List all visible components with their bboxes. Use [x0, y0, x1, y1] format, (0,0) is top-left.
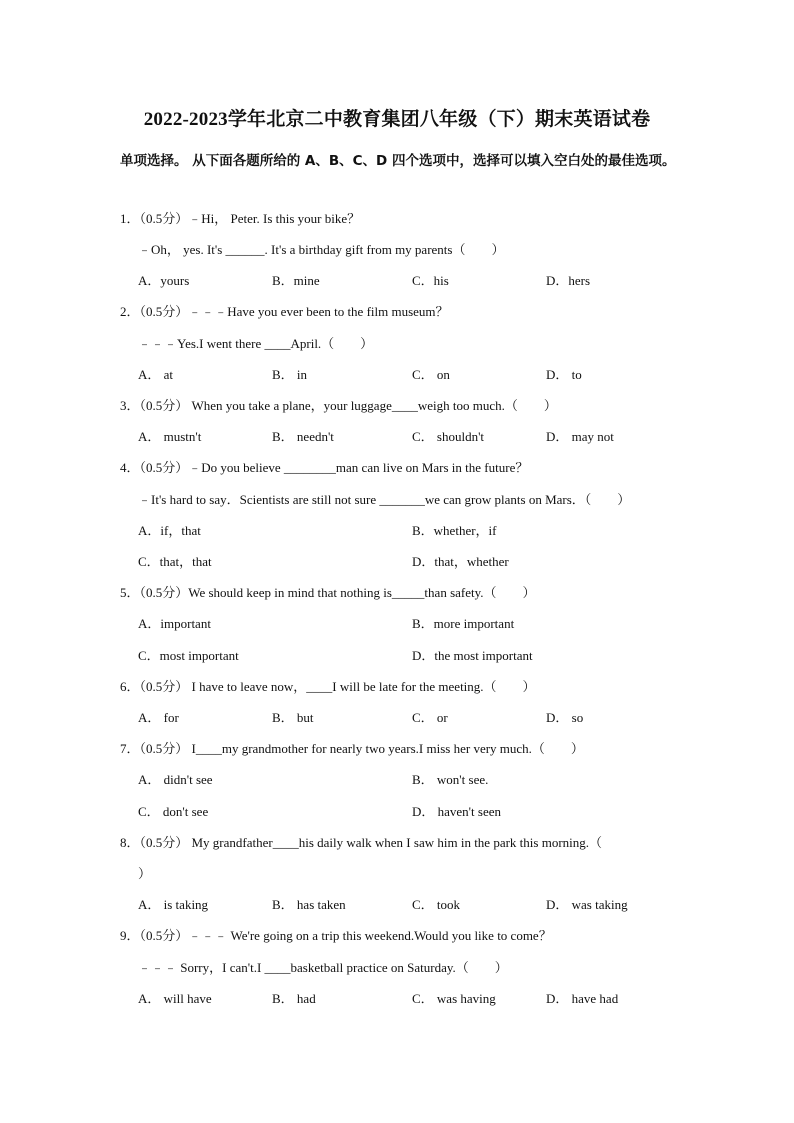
question-3-options — [138, 426, 678, 446]
option-c: C．most important — [138, 648, 239, 663]
option-d: D．hers — [546, 273, 591, 288]
question-8-options — [138, 894, 678, 914]
question-7-options-row1 — [138, 769, 678, 789]
option-a: A． for — [138, 710, 179, 725]
option-d: D． may not — [546, 429, 614, 444]
question-3-stem: 3．（0.5分） When you take a plane，your luggage____weigh too much.（ ） — [120, 398, 557, 413]
question-5-options-row2 — [138, 645, 678, 665]
option-d: D． so — [546, 710, 584, 725]
question-8-stem-continuation: ） — [138, 866, 152, 881]
option-a: A． mustn't — [138, 429, 202, 444]
question-2-dialogue: ﹣﹣﹣Yes.I went there ____April.（ ） — [138, 336, 374, 351]
option-a: A．if，that — [138, 523, 201, 538]
option-a: A． didn't see — [138, 772, 213, 787]
option-a: A．yours — [138, 273, 190, 288]
question-6-options — [138, 707, 678, 727]
option-d: D． have had — [546, 991, 619, 1006]
option-c: C． don't see — [138, 804, 209, 819]
option-c: C． was having — [412, 991, 496, 1006]
question-4-dialogue: ﹣It's hard to say．Scientists are still not sure _______we can grow plants on Mars．（ ） — [138, 492, 631, 507]
section-instructions: 单项选择。 从下面各题所给的 A、B、C、D 四个选项中，选择可以填入空白处的最佳选项。 — [120, 153, 676, 169]
option-c: C．his — [412, 273, 449, 288]
option-c: C． shouldn't — [412, 429, 485, 444]
question-7-options-row2 — [138, 801, 678, 821]
question-2-options — [138, 364, 678, 384]
question-8-stem: 8．（0.5分） My grandfather____his daily walk when I saw him in the park this morning.（ — [120, 835, 603, 850]
option-c: C． on — [412, 367, 450, 382]
option-a: A． is taking — [138, 897, 209, 912]
option-b: B．mine — [272, 273, 320, 288]
option-d: D． to — [546, 367, 582, 382]
question-1-stem: 1．（0.5分）﹣Hi， Peter. Is this your bike？ — [120, 211, 361, 226]
question-4-stem: 4．（0.5分）﹣Do you believe ________man can live on Mars in the future？ — [120, 460, 529, 475]
option-b: B． in — [272, 367, 308, 382]
exam-title: 2022-2023学年北京二中教育集团八年级（下）期末英语试卷 — [143, 109, 651, 130]
question-1-dialogue: ﹣Oh， yes. It's ______. It's a birthday gift from my parents（ ） — [138, 242, 505, 257]
question-2-stem: 2．（0.5分）﹣﹣﹣Have you ever been to the film museum？ — [120, 304, 449, 319]
question-7-stem: 7．（0.5分） I____my grandmother for nearly two years.I miss her very much.（ ） — [120, 741, 584, 756]
option-b: B． needn't — [272, 429, 334, 444]
option-b: B．more important — [412, 616, 515, 631]
question-5-stem: 5．（0.5分）We should keep in mind that nothing is_____than safety.（ ） — [120, 585, 536, 600]
question-9-stem: 9．（0.5分）﹣﹣﹣ We're going on a trip this weekend.Would you like to come？ — [120, 928, 552, 943]
question-6-stem: 6．（0.5分） I have to leave now，____I will be late for the meeting.（ ） — [120, 679, 536, 694]
option-d: D． haven't seen — [412, 804, 501, 819]
option-d: D． was taking — [546, 897, 628, 912]
question-9-options — [138, 988, 678, 1008]
option-b: B． but — [272, 710, 314, 725]
question-9-dialogue: ﹣﹣﹣ Sorry，I can't.I ____basketball practice on Saturday.（ ） — [138, 960, 508, 975]
option-c: C． took — [412, 897, 461, 912]
question-4-options-row1 — [138, 520, 678, 540]
option-b: B．whether，if — [412, 523, 497, 538]
option-a: A．important — [138, 616, 211, 631]
option-b: B． has taken — [272, 897, 346, 912]
option-c: C．that，that — [138, 554, 212, 569]
question-1-options — [138, 270, 678, 290]
option-b: B． won't see. — [412, 772, 489, 787]
question-5-options-row1 — [138, 613, 678, 633]
option-a: A． at — [138, 367, 174, 382]
option-d: D．that，whether — [412, 554, 509, 569]
option-a: A． will have — [138, 991, 212, 1006]
option-c: C． or — [412, 710, 448, 725]
option-b: B． had — [272, 991, 316, 1006]
question-4-options-row2 — [138, 551, 678, 571]
option-d: D．the most important — [412, 648, 533, 663]
